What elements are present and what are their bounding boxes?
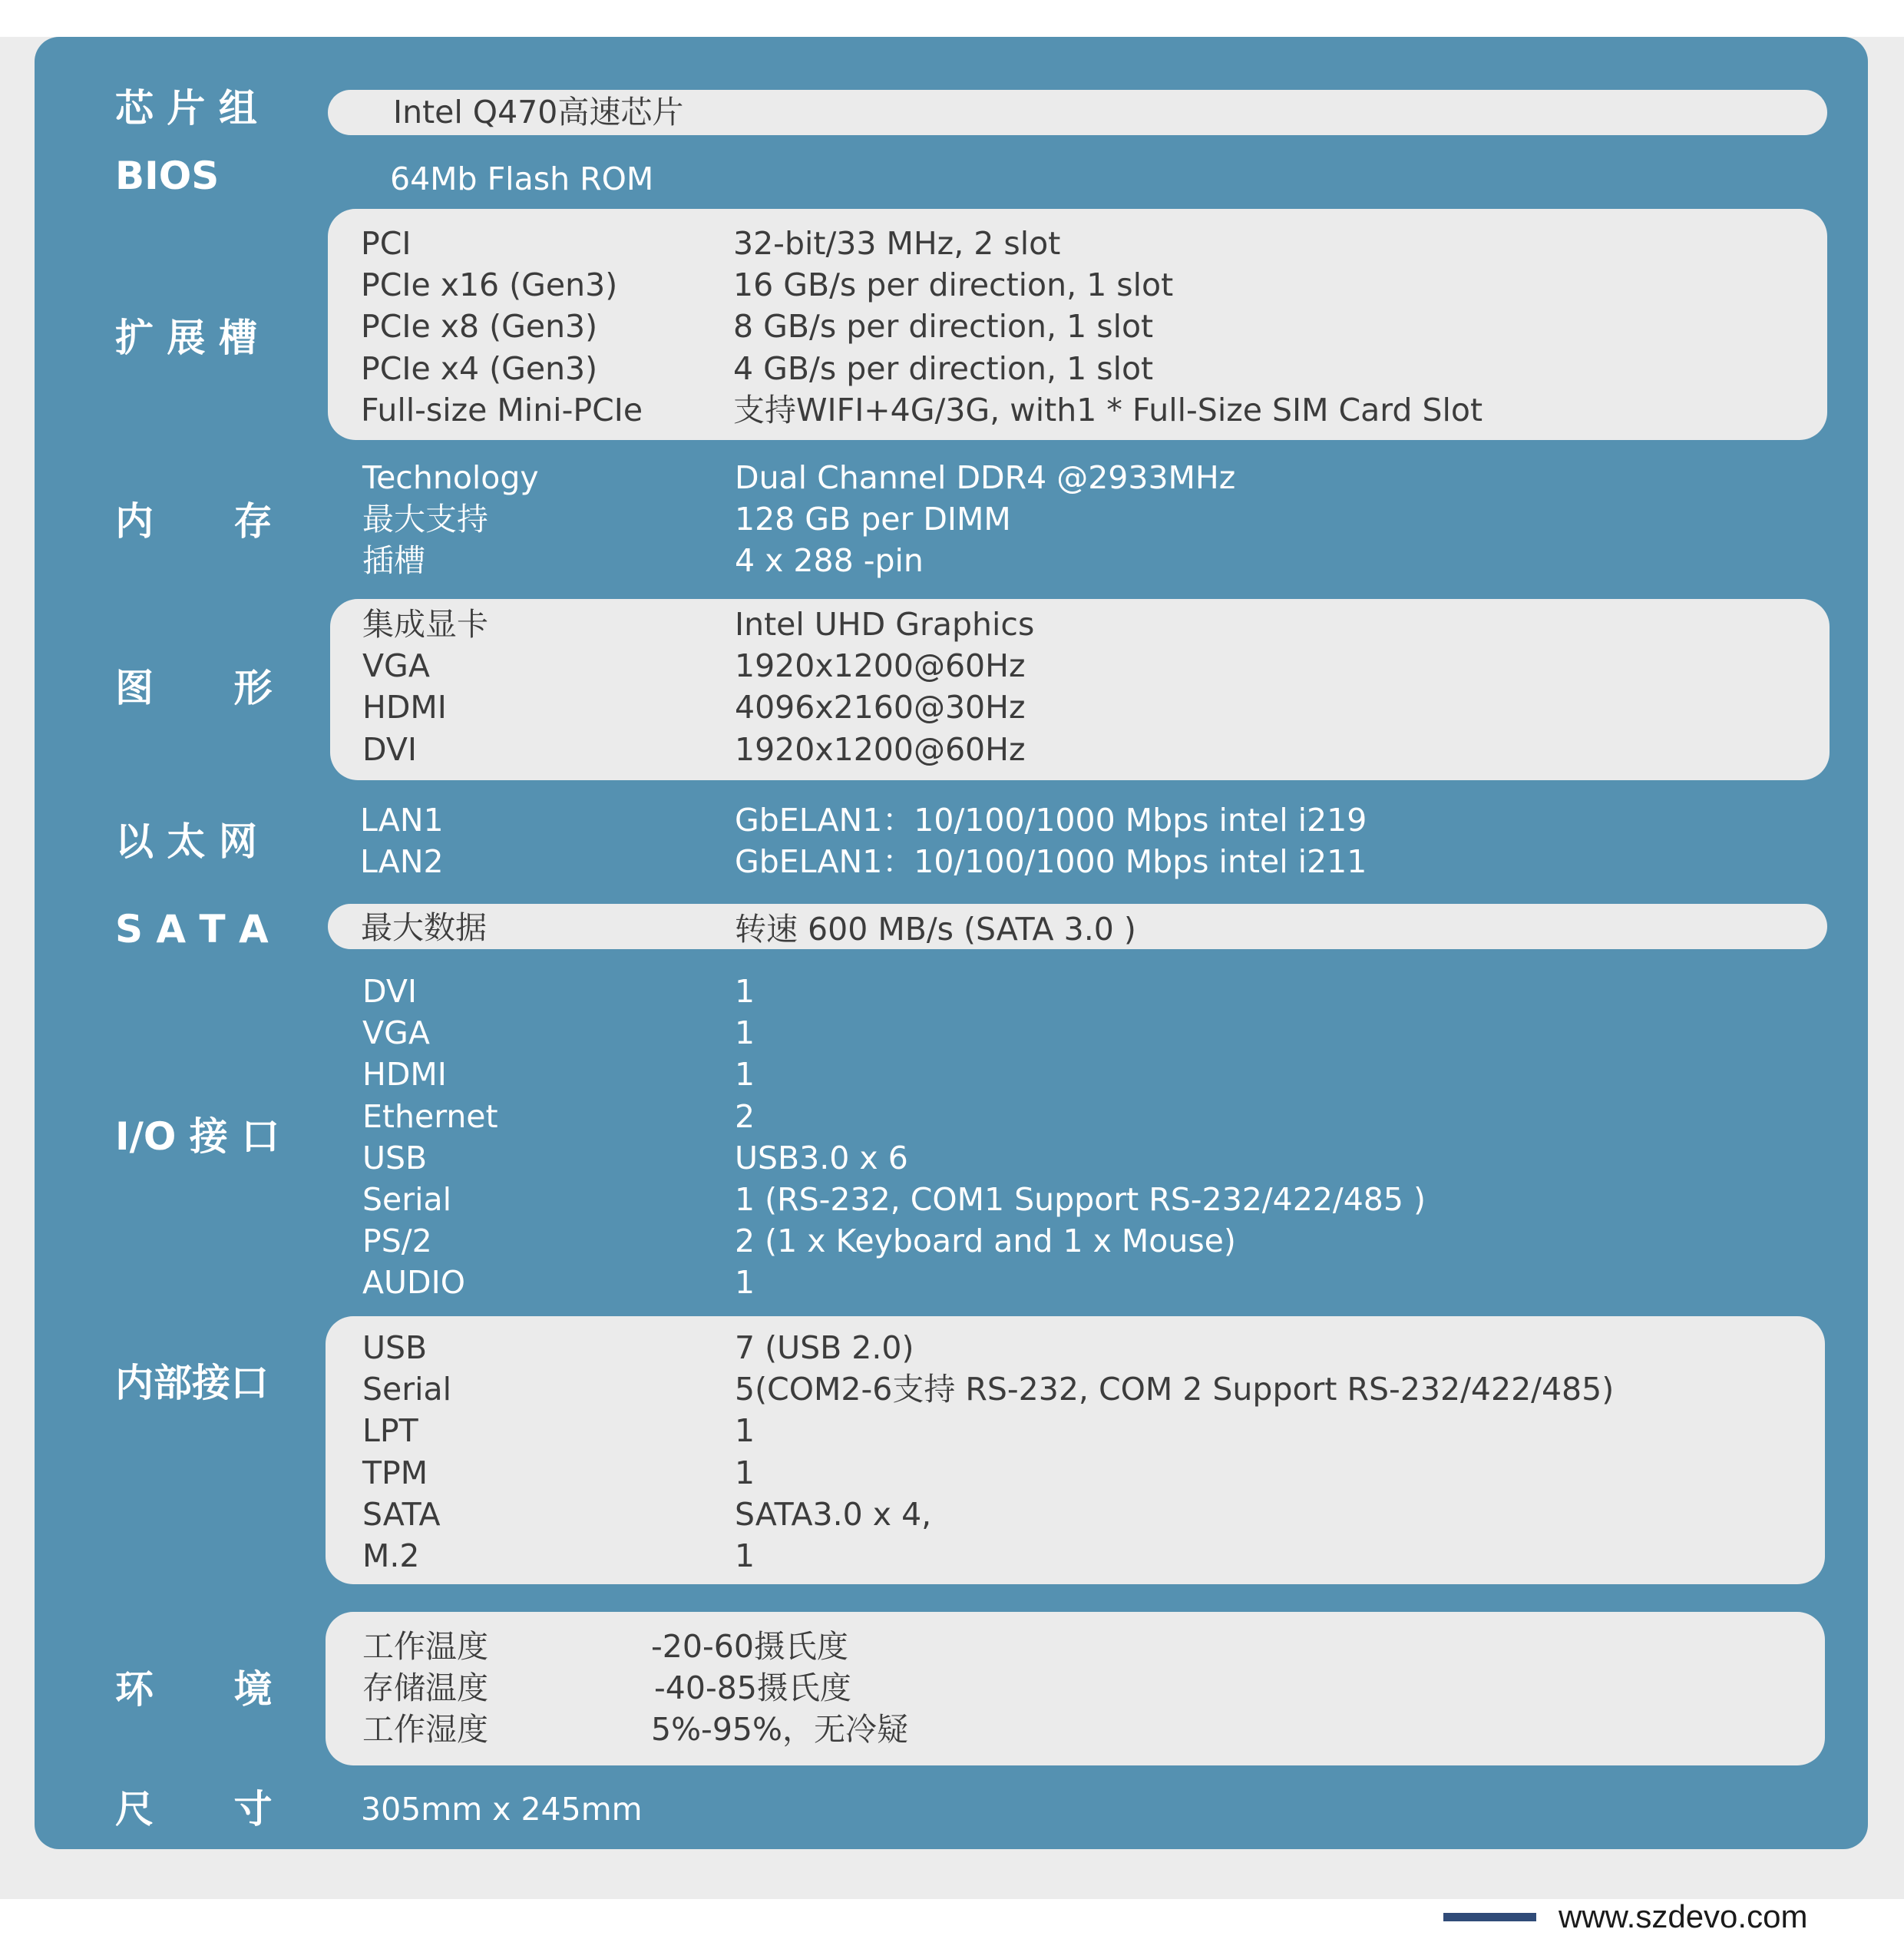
spec-value: 5(COM2-6支持 RS-232, COM 2 Support RS-232/422/485) xyxy=(735,1371,1615,1408)
spec-key: Ethernet xyxy=(362,1097,498,1135)
spec-value: 128 GB per DIMM xyxy=(735,501,1011,538)
spec-value: 1 (RS-232, COM1 Support RS-232/422/485 ) xyxy=(735,1180,1426,1218)
internal-label: 内部接口 xyxy=(115,1361,269,1405)
spec-value: 32-bit/33 MHz, 2 slot xyxy=(733,225,1061,262)
spec-value: GbELAN1：10/100/1000 Mbps intel i219 xyxy=(735,802,1367,839)
dimensions-value: 305mm x 245mm xyxy=(361,1791,643,1828)
environment-pill xyxy=(326,1612,1825,1765)
spec-key: Serial xyxy=(362,1180,452,1218)
spec-value: SATA3.0 x 4, xyxy=(735,1495,932,1533)
chipset-label: 芯 片 组 xyxy=(115,86,257,131)
spec-value: 支持WIFI+4G/3G, with1 * Full-Size SIM Card Slot xyxy=(733,391,1483,428)
spec-value: 1 xyxy=(735,1014,755,1052)
spec-key: DVI xyxy=(362,973,417,1010)
graphics-label: 图 形 xyxy=(115,666,273,710)
top-margin xyxy=(0,0,1904,37)
spec-key: 插槽 xyxy=(362,542,425,580)
spec-key: 工作温度 xyxy=(362,1628,488,1665)
memory-label: 内 存 xyxy=(115,499,273,544)
spec-value: -40-85摄氏度 xyxy=(654,1669,851,1707)
spec-key: TPM xyxy=(362,1454,428,1491)
dimensions-label: 尺 寸 xyxy=(115,1787,273,1831)
spec-value: 1 xyxy=(735,1412,755,1450)
sata-key: 最大数据 xyxy=(361,909,487,946)
spec-value: 1 xyxy=(735,1056,755,1094)
spec-value: 1 xyxy=(735,1537,755,1574)
spec-value: 8 GB/s per direction, 1 slot xyxy=(733,308,1154,346)
spec-key: 工作湿度 xyxy=(362,1711,488,1749)
io-label: I/O 接 口 xyxy=(115,1114,280,1159)
spec-key: VGA xyxy=(362,1014,430,1052)
spec-value: GbELAN1：10/100/1000 Mbps intel i211 xyxy=(735,843,1367,881)
spec-value: 1 xyxy=(735,973,755,1010)
spec-key: M.2 xyxy=(362,1537,420,1574)
spec-key: LPT xyxy=(362,1412,418,1450)
spec-value: 1 xyxy=(735,1264,755,1302)
spec-key: PS/2 xyxy=(362,1223,432,1260)
spec-value: 7 (USB 2.0) xyxy=(735,1329,914,1366)
spec-value: 1920x1200@60Hz xyxy=(735,647,1026,685)
sata-value: 转速 600 MB/s (SATA 3.0 ) xyxy=(735,911,1136,948)
spec-key: Serial xyxy=(362,1371,452,1408)
ethernet-label: 以 太 网 xyxy=(115,819,257,864)
spec-key: 最大支持 xyxy=(362,501,488,538)
spec-value: Dual Channel DDR4 @2933MHz xyxy=(735,459,1236,496)
spec-key: PCIe x8 (Gen3) xyxy=(361,308,598,346)
bios-label: BIOS xyxy=(115,154,220,198)
spec-key: AUDIO xyxy=(362,1264,465,1302)
spec-key: Full-size Mini-PCIe xyxy=(361,391,643,428)
spec-key: PCI xyxy=(361,225,412,262)
spec-key: LAN2 xyxy=(360,843,444,881)
spec-value: Intel UHD Graphics xyxy=(735,606,1035,643)
graphics-pill xyxy=(330,599,1830,780)
environment-label: 环 境 xyxy=(115,1667,273,1712)
spec-key: VGA xyxy=(362,647,430,685)
spec-key: USB xyxy=(362,1139,428,1176)
spec-key: HDMI xyxy=(362,1056,447,1094)
spec-key: DVI xyxy=(362,730,417,768)
spec-value: 4 GB/s per direction, 1 slot xyxy=(733,349,1154,387)
spec-key: PCIe x4 (Gen3) xyxy=(361,349,598,387)
spec-key: Technology xyxy=(362,459,539,496)
spec-value: USB3.0 x 6 xyxy=(735,1139,908,1176)
spec-value: 2 (1 x Keyboard and 1 x Mouse) xyxy=(735,1223,1236,1260)
spec-key: SATA xyxy=(362,1495,441,1533)
spec-key: LAN1 xyxy=(360,802,444,839)
expansion-label: 扩 展 槽 xyxy=(115,316,257,360)
chipset-value: Intel Q470高速芯片 xyxy=(393,94,684,131)
spec-value: 1 xyxy=(735,1454,755,1491)
spec-value: 4 x 288 -pin xyxy=(735,542,924,580)
spec-value: 2 xyxy=(735,1097,755,1135)
bios-value: 64Mb Flash ROM xyxy=(390,160,654,197)
website-url[interactable]: www.szdevo.com xyxy=(1559,1898,1808,1934)
spec-key: USB xyxy=(362,1329,428,1366)
spec-value: 1920x1200@60Hz xyxy=(735,730,1026,768)
spec-key: HDMI xyxy=(362,689,447,726)
spec-value: -20-60摄氏度 xyxy=(651,1628,848,1665)
spec-key: 存储温度 xyxy=(362,1669,488,1707)
sata-label: S A T A xyxy=(115,907,269,951)
spec-key: 集成显卡 xyxy=(362,606,488,643)
spec-value: 5%-95%，无冷疑 xyxy=(651,1711,908,1749)
footer-accent-bar xyxy=(1443,1913,1536,1921)
internal-pill xyxy=(326,1316,1825,1584)
spec-value: 16 GB/s per direction, 1 slot xyxy=(733,266,1174,304)
spec-key: PCIe x16 (Gen3) xyxy=(361,266,618,304)
spec-value: 4096x2160@30Hz xyxy=(735,689,1026,726)
